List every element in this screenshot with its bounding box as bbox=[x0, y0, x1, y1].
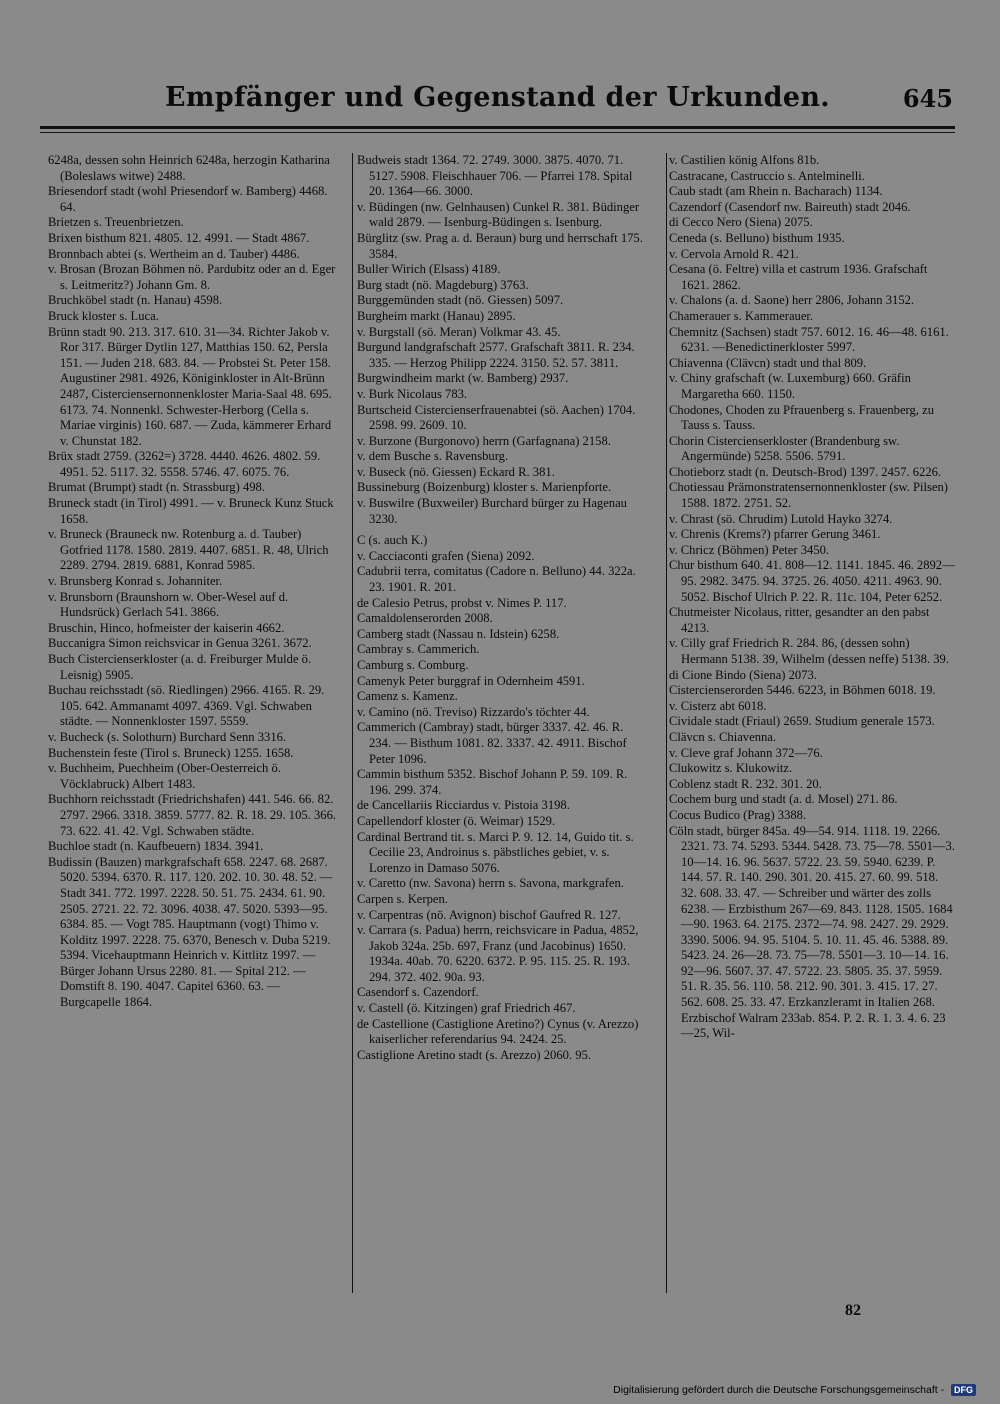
index-entry: v. Chrenis (Krems?) pfarrer Gerung 3461. bbox=[669, 527, 881, 542]
index-entry: Camburg s. Comburg. bbox=[357, 658, 469, 672]
index-entry: Casendorf s. Cazendorf. bbox=[357, 985, 479, 1000]
index-entry: v. Burk Nicolaus 783. bbox=[357, 386, 468, 401]
index-entry: v. Chalons (a. d. Saone) herr 2806, Johann 3152. bbox=[669, 293, 915, 308]
index-entry: Cadubrii terra, comitatus (Cadore n. Belluno) 44. 322a. 23. 1901. R. 201. bbox=[357, 564, 636, 595]
index-entry: Chamerauer s. Kammerauer. bbox=[669, 308, 814, 323]
index-entry: v. Brunsborn (Braunshorn w. Ober-Wesel auf d. Hundsrück) Gerlach 541. 3866. bbox=[48, 589, 289, 620]
index-entry: Coblenz stadt R. 232. 301. 20. bbox=[669, 776, 822, 791]
index-entry: Burtscheid Cistercienserfrauenabtei (sö. Aachen) 1704. 2598. 99. 2609. 10. bbox=[357, 402, 636, 433]
index-entry: Clävcn s. Chiavenna. bbox=[669, 729, 777, 744]
index-entry: Carpen s. Kerpen. bbox=[357, 891, 448, 906]
index-entry: Buller Wirich (Elsass) 4189. bbox=[357, 262, 501, 277]
index-entry: v. Carpentras (nö. Avignon) bischof Gaufred R. 127. bbox=[357, 907, 621, 922]
index-entry: v. Cervola Arnold R. 421. bbox=[669, 246, 799, 261]
index-column-1 bbox=[48, 153, 342, 1011]
index-entry: Bruneck stadt (in Tirol) 4991. — v. Bruneck Kunz Stuck 1658. bbox=[48, 496, 334, 526]
index-entry: Bruck kloster s. Luca. bbox=[48, 308, 159, 323]
index-entry: v. Camino (nö. Treviso) Rizzardo's töchter 44. bbox=[357, 704, 590, 719]
index-entry: v. Cleve graf Johann 372—76. bbox=[669, 745, 823, 760]
index-entry: Buch Cistercienserkloster (a. d. Freiburger Mulde ö. Leisnig) 5905. bbox=[48, 652, 312, 682]
index-entry: Bürglitz (sw. Prag a. d. Beraun) burg und herrschaft 175. 3584. bbox=[357, 230, 643, 261]
index-entry: Cöln stadt, bürger 845a. 49—54. 914. 1118. 19. 2266. 2321. 73. 74. 5293. 5344. 5428. 73. 75—78. 5501—3. 10—14. 16. 96. 5637. 5722. 23. 59. 5940. 6239. P. 144. 57. R. 140. 290. 301. 20. 415. 27. 60. 99. 518. 32. 608. 33. 47. — Schreiber und wärter des zolls 6238. — Erzbisthum 267—69. 843. 1128. 1505. 1684—90. 1963. 64. 2175. 2372—74. 98. 2427. 29. 2929. 3390. 5006. 94. 95. 5104. 5. 10. 11. 45. 46. 5388. 89. 5423. 24. 26—28. 73. 75—78. 5501—3. 10—14. 16. 92—96. 5607. 37. 47. 5722. 23. 5805. 35. 37. 5959. 51. R. 35. 56. 110. 58. 212. 90. 301. 3. 415. 17. 27. 562. 608. 25. 33. 47. Erzkanzleramt in Italien 268. Erzbischof Walram 233ab. 854. P. 2. R. 1. 3. 4. 6. 23—25, Wil- bbox=[669, 823, 955, 1041]
index-entry: Chotieborz stadt (n. Deutsch-Brod) 1397. 2457. 6226. bbox=[669, 464, 942, 479]
index-entry: Burgheim markt (Hanau) 2895. bbox=[357, 308, 516, 323]
index-entry: v. Carrara (s. Padua) herrn, reichsvicare in Padua, 4852, Jakob 324a. 25b. 697, Franz (und Jacobinus) 1650. 1934a. 40ab. 70. 6220. 6372. P. 95. 115. 25. R. 193. 294. 372. 402. 90a. 93. bbox=[357, 923, 639, 984]
index-entry: Brixen bisthum 821. 4805. 12. 4991. — Stadt 4867. bbox=[48, 230, 310, 245]
index-entry: 6248a, dessen sohn Heinrich 6248a, herzogin Katharina (Boleslaws witwe) 2488. bbox=[48, 153, 330, 183]
page-title: Empfänger und Gegenstand der Urkunden. bbox=[165, 82, 830, 113]
index-entry: Cardinal Bertrand tit. s. Marci P. 9. 12. 14, Guido tit. s. Cecilie 23, Androinus s. päbstliches gebiet, v. s. Lorenzo in Damaso 5076. bbox=[357, 829, 634, 875]
index-entry: Chur bisthum 640. 41. 808—12. 1141. 1845. 46. 2892—95. 2982. 3475. 94. 3725. 26. 4050. 4211. 4963. 90. 5052. Bischof Ulrich P. 22. R. 11c. 104, Peter 6252. bbox=[669, 558, 955, 604]
header-rule-thick bbox=[40, 126, 955, 129]
index-entry: Chiavenna (Clävcn) stadt und thal 809. bbox=[669, 355, 867, 370]
index-entry: Brumat (Brumpt) stadt (n. Strassburg) 498. bbox=[48, 480, 265, 495]
index-entry: v. Brunsberg Konrad s. Johanniter. bbox=[48, 574, 223, 589]
index-entry: v. Castilien könig Alfons 81b. bbox=[669, 153, 820, 167]
index-entry: Camenyk Peter burggraf in Odernheim 4591. bbox=[357, 673, 585, 688]
header-rule-thin bbox=[40, 132, 955, 133]
index-entry: Camberg stadt (Nassau n. Idstein) 6258. bbox=[357, 626, 560, 641]
index-entry: Budissin (Bauzen) markgrafschaft 658. 2247. 68. 2687. 5020. 5394. 6370. R. 117. 120. 202. 10. 30. 48. 52. — Stadt 341. 772. 1997. 2228. 50. 51. 75. 2434. 61. 90. 2505. 2721. 22. 72. 3096. 4038. 47. 5020. 5393—95. 6384. 85. — Vogt 785. Hauptmann (vogt) Thimo v. Kolditz 1997. 2228. 75. 6370, Benesch v. Duba 5219. 5394. Vicehauptmann Heinrich v. Kittlitz 1997. — Bürger Johann Ursus 2280. 81. — Spital 212. — Domstift 8. 190. 4047. Capitel 6360. 63. — Burgcapelle 1864. bbox=[48, 854, 333, 1010]
index-entry: Cammerich (Cambray) stadt, bürger 3337. 42. 46. R. 234. — Bisthum 1081. 82. 3337. 42. 4911. Bischof Peter 1096. bbox=[357, 720, 627, 766]
footer-credit bbox=[613, 1384, 976, 1396]
index-entry: Briesendorf stadt (wohl Priesendorf w. Bamberg) 4468. 64. bbox=[48, 184, 328, 214]
index-entry: v. Buchheim, Puechheim (Ober-Oesterreich ö. Vöcklabruck) Albert 1483. bbox=[48, 761, 281, 791]
index-entry: Caub stadt (am Rhein n. Bacharach) 1134. bbox=[669, 184, 883, 199]
signature-mark: 82 bbox=[845, 1302, 861, 1319]
index-entry: Bronnbach abtei (s. Wertheim an d. Tauber) 4486. bbox=[48, 246, 300, 261]
index-column-2 bbox=[347, 153, 645, 1063]
index-entry: de Cancellariis Ricciardus v. Pistoia 3198. bbox=[357, 798, 570, 813]
index-entry: v. Brosan (Brozan Böhmen nö. Pardubitz oder an d. Eger s. Leitmeritz?) Johann Gm. 8. bbox=[48, 262, 336, 292]
footer-text: Digitalisierung gefördert durch die Deutsche Forschungsgemeinschaft - bbox=[613, 1384, 945, 1396]
index-entry: Ceneda (s. Belluno) bisthum 1935. bbox=[669, 230, 845, 245]
index-entry: Budweis stadt 1364. 72. 2749. 3000. 3875. 4070. 71. 5127. 5908. Fleischhauer 706. — Pfarrei 178. Spital 20. 1364—66. 3000. bbox=[357, 153, 633, 199]
index-entry: v. Büdingen (nw. Gelnhausen) Cunkel R. 381. Büdinger wald 2879. — Isenburg-Büdingen s. Isenburg. bbox=[357, 199, 640, 230]
index-entry: v. Buswilre (Buxweiler) Burchard bürger zu Hagenau 3230. bbox=[357, 496, 627, 526]
index-entry: Camenz s. Kamenz. bbox=[357, 689, 458, 704]
index-entry: Burgwindheim markt (w. Bamberg) 2937. bbox=[357, 371, 569, 386]
index-entry: v. Cilly graf Friedrich R. 284. 86, (dessen sohn) Hermann 5138. 39, Wilhelm (dessen neffe) 5138. 39. bbox=[669, 636, 949, 666]
index-entry: Cesana (ö. Feltre) villa et castrum 1936. Grafschaft 1621. 2862. bbox=[669, 262, 928, 292]
index-entry: Buchloe stadt (n. Kaufbeuern) 1834. 3941. bbox=[48, 839, 264, 854]
index-entry: Buccanigra Simon reichsvicar in Genua 3261. 3672. bbox=[48, 636, 312, 651]
dfg-logo: DFG bbox=[951, 1384, 976, 1396]
index-entry: Buchenstein feste (Tirol s. Bruneck) 1255. 1658. bbox=[48, 745, 294, 760]
index-entry: v. Bruneck (Brauneck nw. Rotenburg a. d. Tauber) Gotfried 1178. 1580. 2819. 4407. 6851. R. 48, Ulrich 2289. 2794. 2819. 6881, Konrad 5985. bbox=[48, 527, 329, 573]
index-entry: Cistercienserorden 5446. 6223, in Böhmen 6018. 19. bbox=[669, 683, 936, 698]
index-entry: de Calesio Petrus, probst v. Nimes P. 117. bbox=[357, 595, 567, 610]
index-entry: Buchau reichsstadt (sö. Riedlingen) 2966. 4165. R. 29. 105. 642. Ammanamt 4097. 4369. Vgl. Schwaben städte. — Nonnenkloster 1597. 5559. bbox=[48, 683, 325, 729]
index-entry: Castiglione Aretino stadt (s. Arezzo) 2060. 95. bbox=[357, 1047, 591, 1062]
index-entry: v. Castell (ö. Kitzingen) graf Friedrich 467. bbox=[357, 1001, 576, 1016]
index-entry: Bruschin, Hinco, hofmeister der kaiserin 4662. bbox=[48, 620, 285, 635]
index-entry: Burg stadt (nö. Magdeburg) 3763. bbox=[357, 277, 529, 292]
index-entry: v. Cacciaconti grafen (Siena) 2092. bbox=[357, 548, 535, 563]
index-entry: v. Cisterz abt 6018. bbox=[669, 698, 767, 713]
index-entry: Cambray s. Cammerich. bbox=[357, 642, 480, 657]
index-entry: v. Bucheck (s. Solothurn) Burchard Senn 3316. bbox=[48, 729, 287, 744]
index-entry: v. Chrast (sö. Chrudim) Lutold Hayko 3274. bbox=[669, 511, 893, 526]
index-entry: Castracane, Castruccio s. Antelminelli. bbox=[669, 168, 865, 183]
index-entry: v. Burgstall (sö. Meran) Volkmar 43. 45. bbox=[357, 324, 561, 339]
index-entry: v. Caretto (nw. Savona) herrn s. Savona, markgrafen. bbox=[357, 876, 624, 891]
index-entry: Clukowitz s. Klukowitz. bbox=[669, 761, 793, 776]
index-entry: di Cecco Nero (Siena) 2075. bbox=[669, 215, 813, 230]
index-entry: Chorin Cistercienserkloster (Brandenburg sw. Angermünde) 5258. 5506. 5791. bbox=[669, 433, 900, 464]
index-entry: Bruchköbel stadt (n. Hanau) 4598. bbox=[48, 293, 223, 308]
index-entry: Brüx stadt 2759. (3262=) 3728. 4440. 4626. 4802. 59. 4951. 52. 5117. 32. 5558. 5746. 47. 6075. 76. bbox=[48, 449, 321, 479]
index-entry: de Castellione (Castiglione Aretino?) Cynus (v. Arezzo) kaiserlicher referendarius 94. 2424. 25. bbox=[357, 1016, 639, 1047]
index-entry: Buchhorn reichsstadt (Friedrichshafen) 441. 546. 66. 82. 2797. 2966. 3318. 3859. 5777. 82. R. 18. 29. 105. 366. 73. 622. 41. 42. Vgl. Schwaben städte. bbox=[48, 792, 337, 838]
index-entry: Cammin bisthum 5352. Bischof Johann P. 59. 109. R. 196. 299. 374. bbox=[357, 767, 628, 797]
index-entry: Camaldolenserorden 2008. bbox=[357, 611, 493, 626]
index-entry: Cocus Budico (Prag) 3388. bbox=[669, 807, 807, 822]
index-entry: Capellendorf kloster (ö. Weimar) 1529. bbox=[357, 813, 556, 828]
index-entry: Chotiessau Prämonstratensernonnenkloster (sw. Pilsen) 1588. 1872. 2751. 52. bbox=[669, 480, 948, 511]
index-entry: Cazendorf (Casendorf nw. Baireuth) stadt 2046. bbox=[669, 199, 911, 214]
index-entry: Brietzen s. Treuenbrietzen. bbox=[48, 215, 184, 230]
page-header bbox=[40, 82, 955, 122]
index-entry: Bussineburg (Boizenburg) kloster s. Marienpforte. bbox=[357, 480, 612, 495]
index-entry: di Cione Bindo (Siena) 2073. bbox=[669, 667, 817, 682]
index-entry: Burggemünden stadt (nö. Giessen) 5097. bbox=[357, 293, 564, 308]
index-entry: v. Chiny grafschaft (w. Luxemburg) 660. Gräfin Margaretha 660. 1150. bbox=[669, 371, 911, 401]
index-entry: Chodones, Choden zu Pfrauenberg s. Frauenberg, zu Tauss s. Tauss. bbox=[669, 402, 934, 433]
index-entry: v. dem Busche s. Ravensburg. bbox=[357, 449, 509, 464]
index-entry: Cividale stadt (Friaul) 2659. Studium generale 1573. bbox=[669, 714, 935, 729]
index-entry: Burgund landgrafschaft 2577. Grafschaft 3811. R. 234. 335. — Herzog Philipp 2224. 3150. 52. 57. 3811. bbox=[357, 340, 635, 370]
index-entry: C (s. auch K.) bbox=[357, 533, 428, 548]
index-column-3 bbox=[659, 153, 955, 1042]
index-entry: Chutmeister Nicolaus, ritter, gesandter an den pabst 4213. bbox=[669, 605, 930, 635]
index-entry: Cochem burg und stadt (a. d. Mosel) 271. 86. bbox=[669, 792, 898, 807]
index-entry: Chemnitz (Sachsen) stadt 757. 6012. 16. 46—48. 6161. 6231. —Benedictinerkloster 5997. bbox=[669, 324, 949, 355]
index-entry: v. Buseck (nö. Giessen) Eckard R. 381. bbox=[357, 464, 555, 479]
index-entry: Brünn stadt 90. 213. 317. 610. 31—34. Richter Jakob v. Ror 317. Bürger Dytlin 127, Matthias 150. 62, Persla 151. — Juden 218. 683. 84. — Probstei St. Peter 158. Augustiner 2981. 4926, Königinkloster in Alt-Brünn 2487, Cisterciensernonnenkloster Maria-Saal 48. 695. 6173. 74. Nonnenkl. Schwester-Herborg (Cella s. Mariae virginis) 160. 687. — Zuda, kämmerer Erhard v. Chunstat 182. bbox=[48, 324, 332, 448]
page-number: 645 bbox=[902, 84, 953, 113]
index-entry: v. Burzone (Burgonovo) herrn (Garfagnana) 2158. bbox=[357, 433, 611, 448]
index-entry: v. Chricz (Böhmen) Peter 3450. bbox=[669, 542, 830, 557]
